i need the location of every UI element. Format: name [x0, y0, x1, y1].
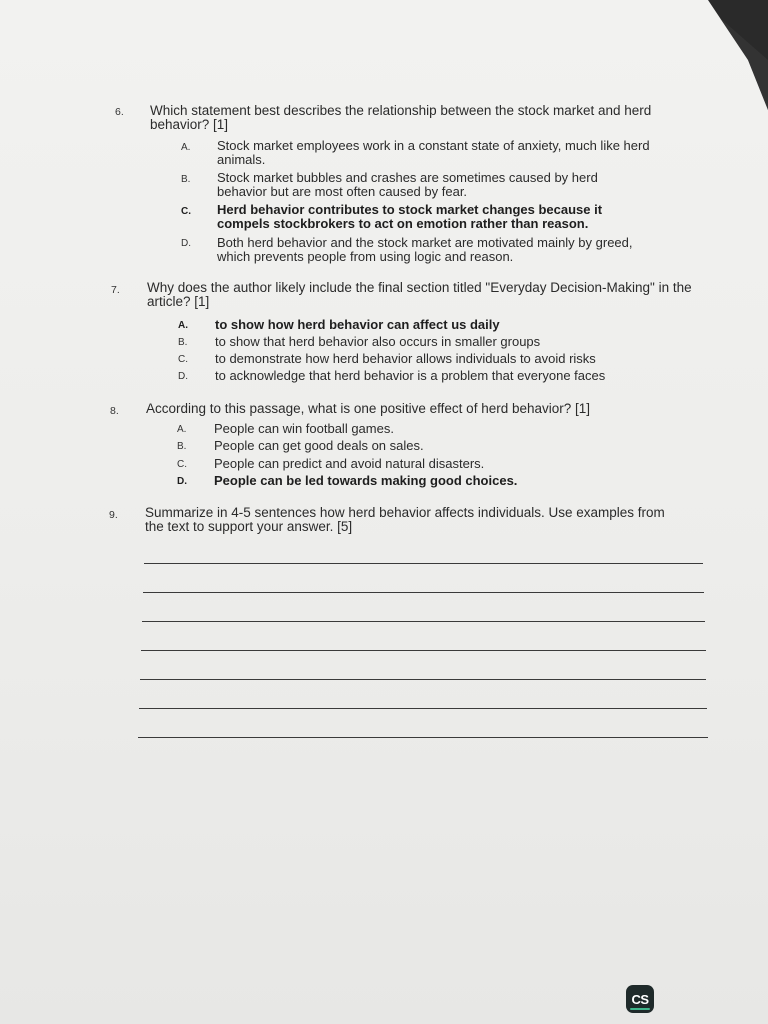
option-letter: A. [177, 424, 187, 435]
camscanner-logo-icon [626, 985, 654, 1013]
question-text: Which statement best describes the relationship between the stock market and herd behavior? [1] [150, 103, 652, 132]
option-text: Herd behavior contributes to stock market changes because it compels stockbrokers to act on emotion rather than reason. [217, 202, 603, 231]
option-letter: D. [178, 371, 188, 382]
option-letter: C. [177, 459, 187, 470]
question-number: 7. [111, 284, 120, 296]
option-letter: B. [178, 337, 188, 348]
option-text: People can get good deals on sales. [214, 438, 424, 453]
option-letter: A. [181, 142, 191, 153]
option-letter: A. [178, 320, 188, 331]
answer-line[interactable] [142, 621, 705, 622]
option-text: to show how herd behavior can affect us daily [215, 317, 500, 332]
answer-line[interactable] [144, 563, 703, 564]
option-letter: B. [177, 441, 187, 452]
option-letter: D. [177, 476, 187, 487]
option-text: to show that herd behavior also occurs in smaller groups [215, 334, 541, 349]
question-text: According to this passage, what is one positive effect of herd behavior? [1] [146, 401, 591, 416]
option-text: to acknowledge that herd behavior is a problem that everyone faces [215, 368, 606, 383]
logo-label: CS [631, 991, 649, 1007]
option-letter: D. [181, 238, 191, 249]
option-text: Stock market bubbles and crashes are sometimes caused by herd behavior but are most often caused by fear. [217, 170, 598, 199]
option-text: Stock market employees work in a constant state of anxiety, much like herd animals. [217, 138, 650, 167]
option-letter: B. [181, 174, 191, 185]
answer-line[interactable] [138, 737, 708, 738]
option-text: People can predict and avoid natural disasters. [214, 456, 485, 471]
answer-line[interactable] [141, 650, 706, 651]
option-text: to demonstrate how herd behavior allows individuals to avoid risks [215, 351, 596, 366]
option-text: People can be led towards making good choices. [214, 473, 518, 488]
page-corner-shadow [708, 0, 768, 110]
answer-line[interactable] [143, 592, 704, 593]
option-text: Both herd behavior and the stock market are motivated mainly by greed, which prevents people from using logic and reason. [217, 235, 633, 264]
question-text: Summarize in 4-5 sentences how herd behavior affects individuals. Use examples from the text to support your answer. [5] [145, 505, 665, 534]
answer-line[interactable] [139, 708, 707, 709]
question-number: 6. [115, 106, 124, 118]
question-text: Why does the author likely include the final section titled "Everyday Decision-Making" in the article? [1] [147, 280, 692, 309]
question-number: 9. [109, 509, 118, 521]
question-number: 8. [110, 405, 119, 417]
option-letter: C. [181, 206, 191, 217]
option-letter: C. [178, 354, 188, 365]
option-text: People can win football games. [214, 421, 394, 436]
answer-line[interactable] [140, 679, 706, 680]
